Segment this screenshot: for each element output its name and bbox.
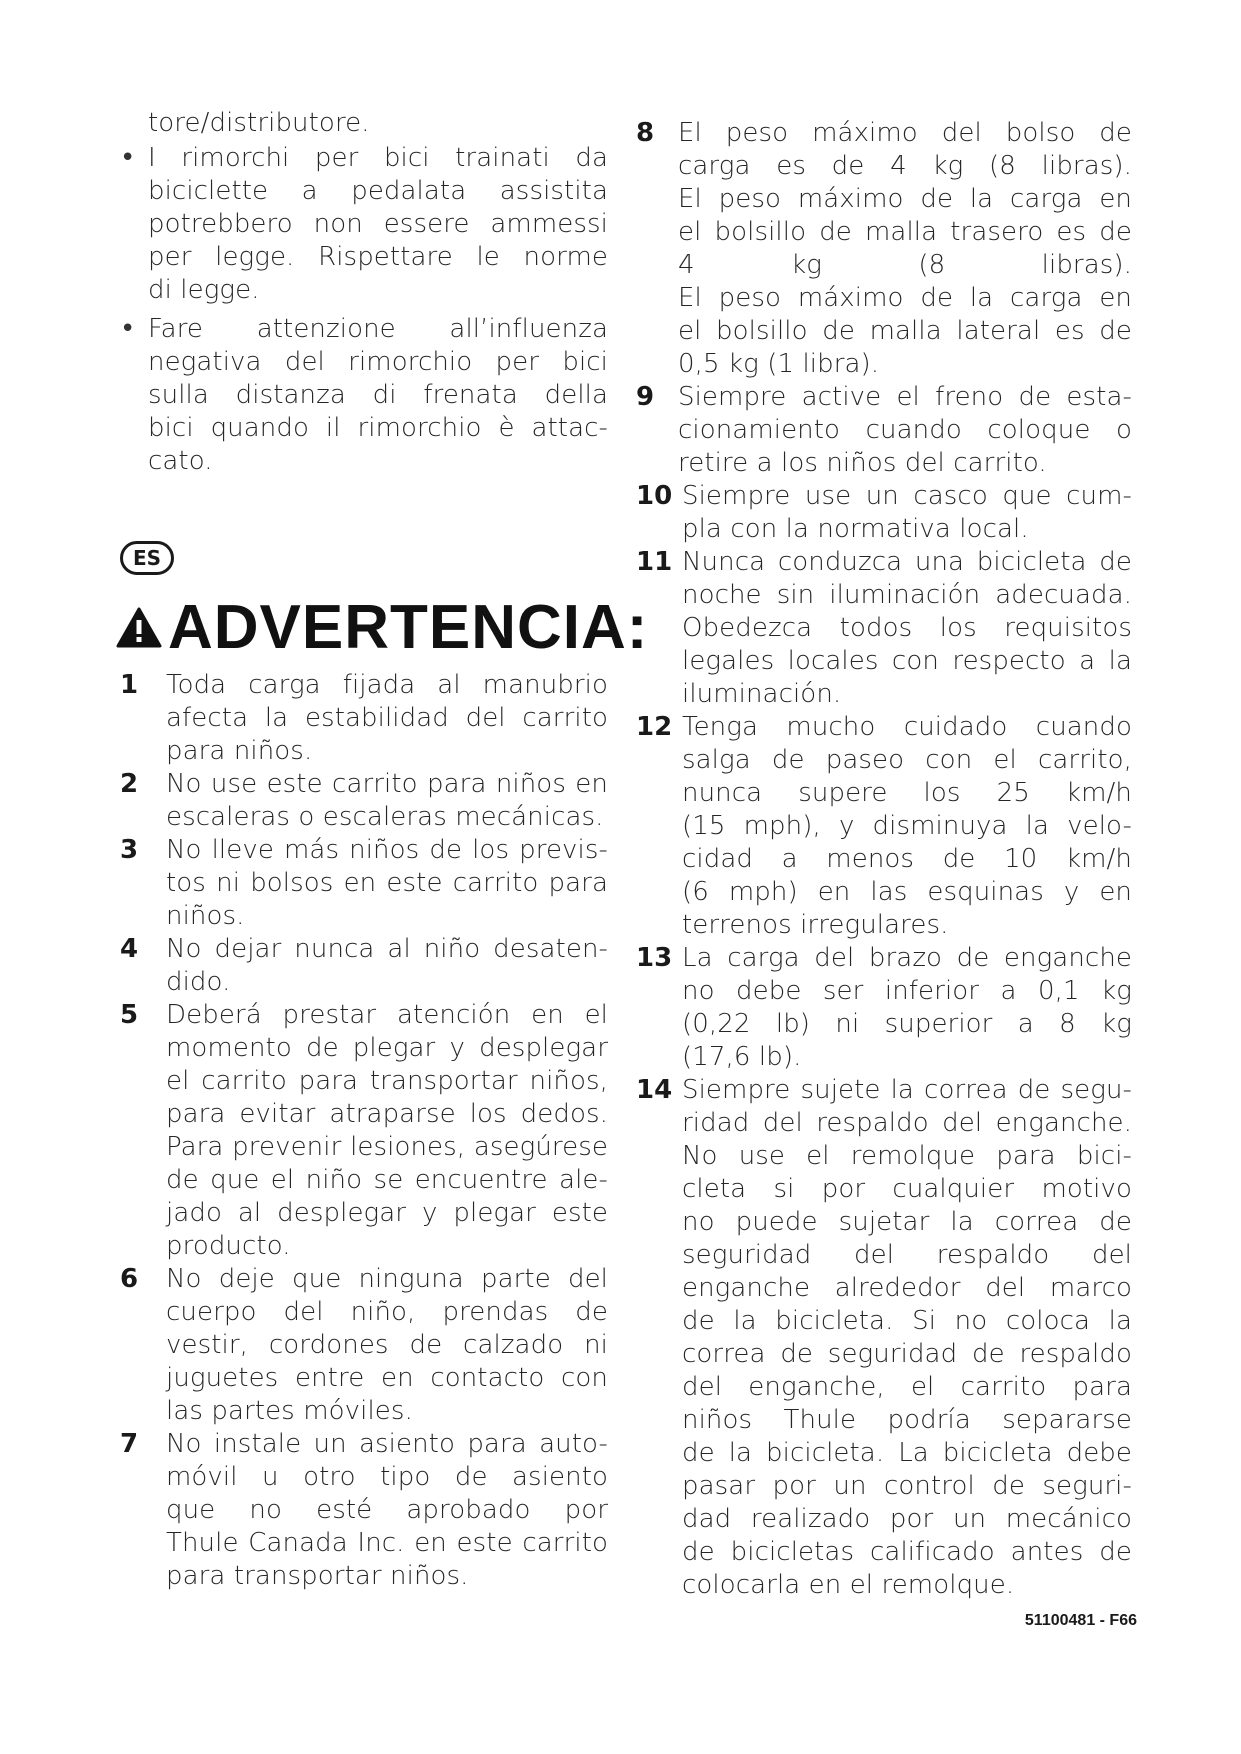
item-line: Siempre sujete la correa de segu- [682, 1075, 1132, 1105]
item-line: 4 kg (8 libras). [678, 250, 1132, 280]
language-code: ES [132, 546, 162, 570]
item-line: El peso máximo del bolso de [678, 118, 1132, 148]
item-line: Siempre active el freno de esta- [678, 382, 1132, 412]
item-number: 11 [636, 547, 673, 577]
warning-heading [116, 592, 648, 662]
item-line: de que el niño se encuentre ale- [166, 1165, 608, 1195]
item-line: cionamiento cuando coloque o [678, 415, 1132, 445]
item-number: 7 [120, 1429, 139, 1459]
item-line: cidad a menos de 10 km/h [682, 844, 1132, 874]
item-number: 6 [120, 1264, 139, 1294]
paragraph-line: tore/distributore. [148, 108, 370, 138]
bullet-line: bici quando il rimorchio è attac- [148, 413, 608, 443]
item-line: No use el remolque para bici- [682, 1141, 1132, 1171]
item-line: el carrito para transportar niños, [166, 1066, 608, 1096]
item-line: Toda carga fijada al manubrio [166, 670, 608, 700]
item-line: retire a los niños del carrito. [678, 448, 1047, 478]
item-line: Nunca conduzca una bicicleta de [682, 547, 1132, 577]
item-line: El peso máximo de la carga en [678, 283, 1132, 313]
item-number: 5 [120, 1000, 139, 1030]
item-line: ridad del respaldo del enganche. [682, 1108, 1132, 1138]
page-title: ADVERTENCIA: [168, 592, 649, 662]
item-line: producto. [166, 1231, 291, 1261]
item-line: del enganche, el carrito para [682, 1372, 1132, 1402]
bullet-line: per legge. Rispettare le norme [148, 242, 608, 272]
item-line: dad realizado por un mecánico [682, 1504, 1132, 1534]
item-line: pasar por un control de seguri- [682, 1471, 1132, 1501]
item-line: niños. [166, 901, 245, 931]
item-line: Deberá prestar atención en el [166, 1000, 608, 1030]
item-line: de la bicicleta. Si no coloca la [682, 1306, 1132, 1336]
item-line: colocarla en el remolque. [682, 1570, 1015, 1600]
bullet-line: negativa del rimorchio per bici [148, 347, 608, 377]
item-line: terrenos irregulares. [682, 910, 949, 940]
item-line: para niños. [166, 736, 313, 766]
bullet-line: di legge. [148, 275, 260, 305]
item-line: no debe ser inferior a 0,1 kg [682, 976, 1132, 1006]
item-line: móvil u otro tipo de asiento [166, 1462, 608, 1492]
item-line: niños Thule podría separarse [682, 1405, 1132, 1435]
item-line: enganche alrededor del marco [682, 1273, 1132, 1303]
item-line: (15 mph), y disminuya la velo- [682, 811, 1132, 841]
item-line: vestir, cordones de calzado ni [166, 1330, 608, 1360]
bullet-icon: • [120, 143, 136, 173]
language-badge [120, 541, 174, 575]
item-line: No deje que ninguna parte del [166, 1264, 608, 1294]
item-line: carga es de 4 kg (8 libras). [678, 151, 1132, 181]
item-line: iluminación. [682, 679, 842, 709]
item-number: 14 [636, 1075, 673, 1105]
item-line: Para prevenir lesiones, asegúrese [166, 1132, 608, 1162]
item-line: que no esté aprobado por [166, 1495, 608, 1525]
item-line: No instale un asiento para auto- [166, 1429, 608, 1459]
item-line: legales locales con respecto a la [682, 646, 1132, 676]
item-line: El peso máximo de la carga en [678, 184, 1132, 214]
item-line: para evitar atraparse los dedos. [166, 1099, 608, 1129]
item-line: (6 mph) en las esquinas y en [682, 877, 1132, 907]
item-line: nunca supere los 25 km/h [682, 778, 1132, 808]
item-line: para transportar niños. [166, 1561, 469, 1591]
bullet-icon: • [120, 314, 136, 344]
bullet-line: I rimorchi per bici trainati da [148, 143, 608, 173]
item-line: salga de paseo con el carrito, [682, 745, 1132, 775]
item-line: La carga del brazo de enganche [682, 943, 1132, 973]
item-line: Siempre use un casco que cum- [682, 481, 1132, 511]
item-line: juguetes entre en contacto con [166, 1363, 608, 1393]
item-line: momento de plegar y desplegar [166, 1033, 608, 1063]
item-line: pla con la normativa local. [682, 514, 1029, 544]
item-line: de bicicletas calificado antes de [682, 1537, 1132, 1567]
item-line: correa de seguridad de respaldo [682, 1339, 1132, 1369]
bullet-line: Fare attenzione all’influenza [148, 314, 608, 344]
item-line: No lleve más niños de los previs- [166, 835, 608, 865]
item-line: Tenga mucho cuidado cuando [682, 712, 1132, 742]
item-line: tos ni bolsos en este carrito para [166, 868, 608, 898]
item-line: escaleras o escaleras mecánicas. [166, 802, 604, 832]
item-number: 8 [636, 118, 655, 148]
item-line: noche sin iluminación adecuada. [682, 580, 1132, 610]
item-line: el bolsillo de malla lateral es de [678, 316, 1132, 346]
bullet-line: sulla distanza di frenata della [148, 380, 608, 410]
item-line: seguridad del respaldo del [682, 1240, 1132, 1270]
item-line: de la bicicleta. La bicicleta debe [682, 1438, 1132, 1468]
bullet-line: biciclette a pedalata assistita [148, 176, 608, 206]
bullet-line: cato. [148, 446, 213, 476]
item-line: No dejar nunca al niño desaten- [166, 934, 608, 964]
item-line: 0,5 kg (1 libra). [678, 349, 880, 379]
item-number: 1 [120, 670, 139, 700]
item-line: Obedezca todos los requisitos [682, 613, 1132, 643]
item-number: 9 [636, 382, 655, 412]
item-line: afecta la estabilidad del carrito [166, 703, 608, 733]
bullet-line: potrebbero non essere ammessi [148, 209, 608, 239]
item-number: 4 [120, 934, 139, 964]
item-line: el bolsillo de malla trasero es de [678, 217, 1132, 247]
item-line: No use este carrito para niños en [166, 769, 608, 799]
item-line: (0,22 lb) ni superior a 8 kg [682, 1009, 1132, 1039]
item-line: las partes móviles. [166, 1396, 413, 1426]
item-number: 10 [636, 481, 673, 511]
item-line: (17,6 lb). [682, 1042, 802, 1072]
document-code: 51100481 - F66 [1024, 1612, 1137, 1629]
item-line: cuerpo del niño, prendas de [166, 1297, 608, 1327]
item-line: no puede sujetar la correa de [682, 1207, 1132, 1237]
item-line: jado al desplegar y plegar este [166, 1198, 608, 1228]
item-line: Thule Canada Inc. en este carrito [166, 1528, 608, 1558]
item-number: 12 [636, 712, 673, 742]
item-number: 2 [120, 769, 139, 799]
item-number: 3 [120, 835, 139, 865]
item-line: dido. [166, 967, 231, 997]
item-number: 13 [636, 943, 673, 973]
item-line: cleta si por cualquier motivo [682, 1174, 1132, 1204]
warning-triangle-icon [116, 606, 162, 648]
